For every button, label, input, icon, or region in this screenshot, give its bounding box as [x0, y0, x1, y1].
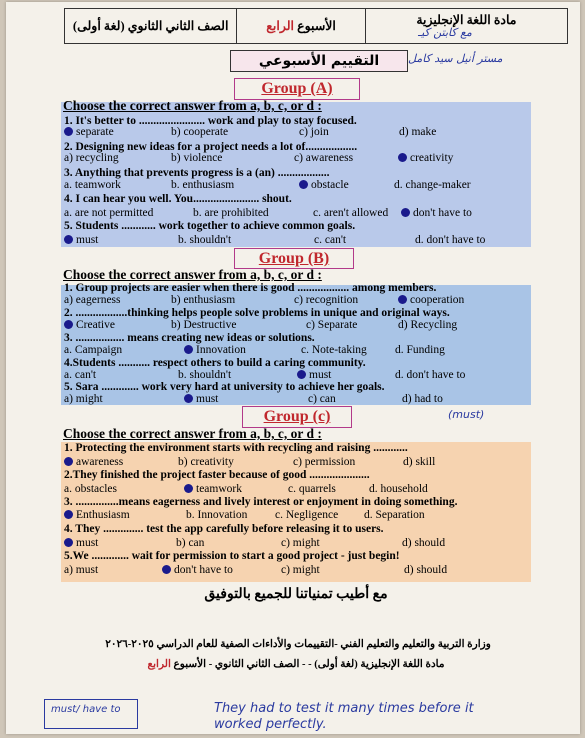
option[interactable]: b. Innovation	[186, 509, 248, 521]
answer-dot	[398, 295, 407, 304]
group-b-instruction: Choose the correct answer from a, b, c, or d :	[63, 267, 322, 282]
option[interactable]: cooperation	[398, 294, 464, 306]
question-c4: 4. They .............. test the app carefully before releasing it to users.	[64, 523, 384, 535]
question-a5: 5. Students ............ work together to achieve common goals.	[64, 220, 356, 232]
option[interactable]: c. quarrels	[288, 483, 336, 495]
week-cell	[236, 9, 364, 43]
option[interactable]: d) should	[404, 564, 448, 576]
option[interactable]: b. shouldn't	[178, 234, 232, 246]
option[interactable]: d. household	[369, 483, 428, 495]
week-label: الأسبوع	[297, 19, 336, 33]
question-c5: 5.We ............. wait for permission to start a good project - just begin!	[64, 550, 400, 562]
question-b2: 2. ..................thinking helps people solve problems in unique and original ways.	[64, 307, 450, 319]
option[interactable]: a. obstacles	[64, 483, 118, 495]
option[interactable]: a) eagerness	[64, 294, 121, 306]
group-c-instruction: Choose the correct answer from a, b, c, or d :	[63, 426, 322, 441]
handwritten-teacher-name: مع كابتن كيـ	[418, 26, 472, 39]
answer-dot	[162, 565, 171, 574]
answer-dot	[64, 235, 73, 244]
option[interactable]: creativity	[398, 152, 453, 164]
option[interactable]: Creative	[64, 319, 115, 331]
option[interactable]: c. Negligence	[275, 509, 339, 521]
answer-dot	[398, 153, 407, 162]
option[interactable]: b. shouldn't	[178, 369, 232, 381]
subject-footer-text: مادة اللغة الإنجليزية (لغة أولى) - - الصف الثاني الثانوي - الأسبوع	[173, 659, 445, 670]
option[interactable]: b) creativity	[178, 456, 234, 468]
question-b4: 4.Students ........... respect others to build a caring community.	[64, 357, 366, 369]
subject-footer-week: الرابع	[147, 659, 171, 670]
week-value: الرابع	[266, 19, 295, 33]
answer-dot	[64, 457, 73, 466]
ministry-line: وزارة التربية والتعليم والتعليم الفني -التقييمات والأداءات الصفية للعام الدراسي ٢٠٢٥-٢٠٢٦	[105, 639, 491, 650]
answer-dot	[401, 208, 410, 217]
option[interactable]: d) Recycling	[398, 319, 458, 331]
answer-dot	[184, 484, 193, 493]
option[interactable]: c. aren't allowed	[313, 207, 389, 219]
option[interactable]: separate	[64, 126, 114, 138]
option[interactable]: awareness	[64, 456, 123, 468]
option[interactable]: d. don't have to	[415, 234, 486, 246]
option[interactable]: b) cooperate	[171, 126, 229, 138]
group-c-title: Group (c)	[242, 406, 352, 428]
option[interactable]: b. enthusiasm	[171, 179, 235, 191]
handwritten-teacher-name-2: مستر أنيل سيد كامل	[408, 52, 503, 65]
option[interactable]: b. are prohibited	[193, 207, 269, 219]
option[interactable]: Innovation	[184, 344, 246, 356]
option[interactable]: c) can	[308, 393, 336, 405]
option[interactable]: c) permission	[293, 456, 356, 468]
question-a1: 1. It's better to ....................... work and play to stay focused.	[64, 115, 357, 127]
option[interactable]: d) skill	[403, 456, 436, 468]
option[interactable]: b) Destructive	[171, 319, 237, 331]
question-a4: 4. I can hear you well. You....................... shout.	[64, 193, 292, 205]
box-note: must/ have to	[51, 704, 121, 715]
option[interactable]: must	[184, 393, 218, 405]
option[interactable]: c) join	[299, 126, 329, 138]
option[interactable]: must	[64, 537, 98, 549]
handwritten-note-must: (must)	[448, 408, 485, 421]
header-table	[64, 8, 568, 44]
option[interactable]: a) must	[64, 564, 99, 576]
option[interactable]: b) violence	[171, 152, 223, 164]
good-luck-wish: مع أطيب تمنياتنا للجميع بالتوفيق	[204, 587, 388, 602]
answer-dot	[64, 538, 73, 547]
group-a-instruction: Choose the correct answer from a, b, c, or d :	[63, 98, 322, 113]
answer-dot	[184, 345, 193, 354]
option[interactable]: must	[64, 234, 98, 246]
question-c1: 1. Protecting the environment starts with recycling and raising ............	[64, 442, 408, 454]
option[interactable]: a) might	[64, 393, 103, 405]
option[interactable]: b) can	[176, 537, 205, 549]
question-a3: 3. Anything that prevents progress is a (an) ..................	[64, 167, 330, 179]
question-c2: 2.They finished the project faster because of good .....................	[64, 469, 370, 481]
question-c3: 3. ...............means eagerness and lively interest or enjoyment in doing something.	[64, 496, 458, 508]
subject-footer-line	[96, 658, 496, 670]
option[interactable]: c) might	[281, 564, 320, 576]
question-a2: 2. Designing new ideas for a project needs a lot of..................	[64, 141, 358, 153]
weekly-assessment-title: التقييم الأسبوعي	[230, 50, 408, 72]
option[interactable]: a. teamwork	[64, 179, 121, 191]
answer-dot	[184, 394, 193, 403]
option[interactable]: d. don't have to	[395, 369, 466, 381]
option[interactable]: c. can't	[314, 234, 347, 246]
option[interactable]: d. change-maker	[394, 179, 471, 191]
option[interactable]: don't have to	[162, 564, 233, 576]
option[interactable]: c) awareness	[294, 152, 354, 164]
option[interactable]: d) had to	[402, 393, 443, 405]
option[interactable]: c) Separate	[306, 319, 358, 331]
option[interactable]: a. can't	[64, 369, 97, 381]
option[interactable]: d. Funding	[395, 344, 445, 356]
subject-cell: مادة اللغة الإنجليزية	[365, 9, 567, 43]
option[interactable]: must	[297, 369, 331, 381]
grade-cell: الصف الثاني الثانوي (لغة أولى)	[72, 19, 229, 33]
handwritten-answer-box	[44, 699, 138, 729]
option[interactable]: teamwork	[184, 483, 242, 495]
option[interactable]: d. Separation	[364, 509, 425, 521]
answer-dot	[64, 510, 73, 519]
answer-dot	[299, 180, 308, 189]
option[interactable]: d) should	[402, 537, 446, 549]
question-b1: 1. Group projects are easier when there is good .................. among members.	[64, 282, 437, 294]
option[interactable]: a) recycling	[64, 152, 119, 164]
option[interactable]: d) make	[399, 126, 437, 138]
answer-dot	[297, 370, 306, 379]
answer-dot	[64, 127, 73, 136]
option[interactable]: a. are not permitted	[64, 207, 154, 219]
handwritten-final-sentence: They had to test it many times before it worked perfectly.	[214, 701, 474, 732]
option[interactable]: Enthusiasm	[64, 509, 130, 521]
question-b5: 5. Sara ............. work very hard at university to achieve her goals.	[64, 381, 385, 393]
option[interactable]: obstacle	[299, 179, 349, 191]
worksheet-page	[6, 2, 580, 734]
option[interactable]: c. Note-taking	[301, 344, 367, 356]
group-b-title: Group (B)	[234, 248, 354, 269]
option[interactable]: c) recognition	[294, 294, 359, 306]
option[interactable]: don't have to	[401, 207, 472, 219]
option[interactable]: b) enthusiasm	[171, 294, 236, 306]
answer-dot	[64, 320, 73, 329]
group-a-title: Group (A)	[234, 78, 360, 100]
question-b3: 3. ................. means creating new ideas or solutions.	[64, 332, 315, 344]
option[interactable]: a. Campaign	[64, 344, 123, 356]
option[interactable]: c) might	[281, 537, 320, 549]
